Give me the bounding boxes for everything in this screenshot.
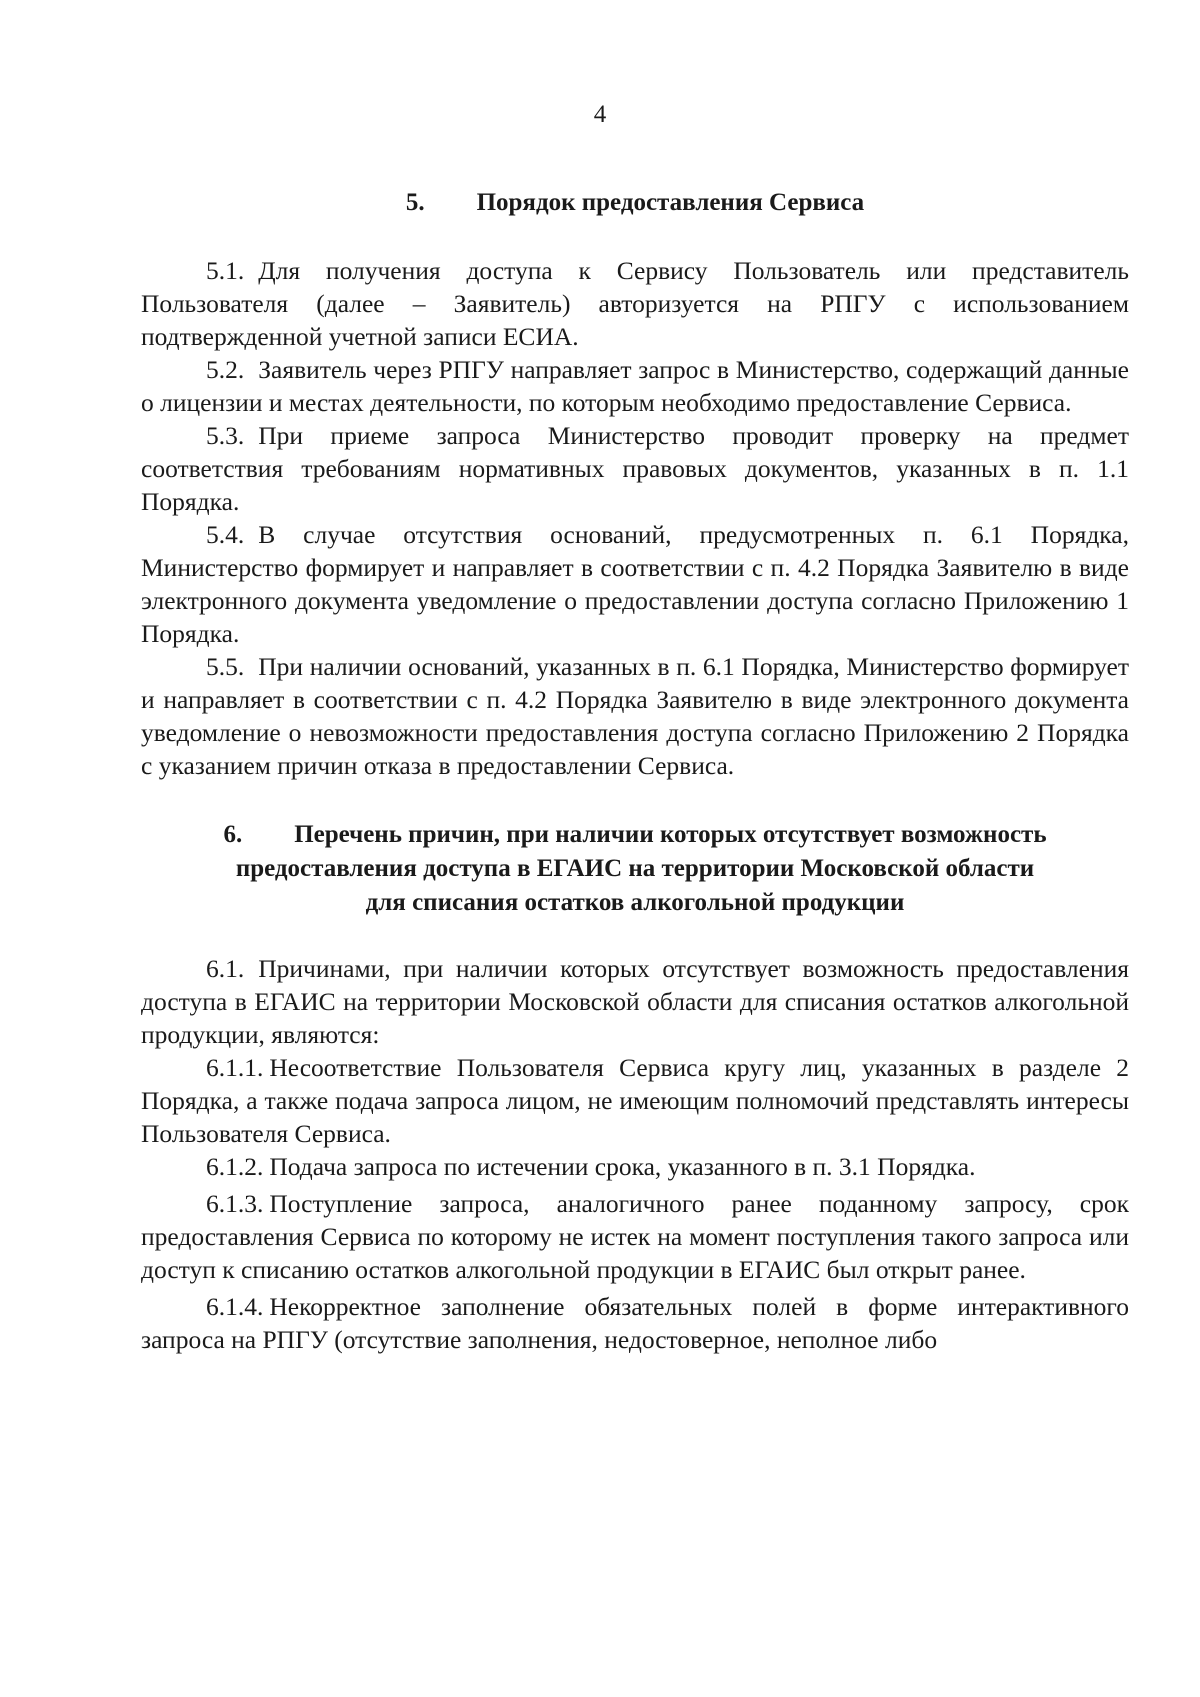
section-5-title: Порядок предоставления Сервиса xyxy=(476,189,865,216)
paragraph-number: 6.1.3. xyxy=(206,1189,264,1218)
paragraph-6-1-1 xyxy=(141,1051,1129,1150)
paragraph-5-1 xyxy=(141,254,1129,353)
section-6-title-line-2: предоставления доступа в ЕГАИС на территории Московской области xyxy=(235,855,1035,882)
paragraph-5-4 xyxy=(141,518,1129,650)
paragraph-text: Для получения доступа к Сервису Пользователь или представитель Пользователя (далее – Заявитель) авторизуется на РПГУ с использованием подтвержденной учетной записи ЕСИА. xyxy=(141,256,1129,351)
paragraph-text: Заявитель через РПГУ направляет запрос в Министерство, содержащий данные о лицензии и местах деятельности, по которым необходимо предоставление Сервиса. xyxy=(141,355,1129,417)
paragraph-number: 5.4. xyxy=(206,520,245,549)
paragraph-6-1 xyxy=(141,952,1129,1051)
section-6-title-text-1: Перечень причин, при наличии которых отсутствует возможность xyxy=(294,821,1047,848)
paragraph-text: Поступление запроса, аналогичного ранее поданному запросу, срок предоставления Сервиса по которому не истек на момент поступления такого запроса или доступ к списанию остатков алкогольной продукции в ЕГАИС был открыт ранее. xyxy=(141,1189,1129,1284)
paragraph-5-2 xyxy=(141,353,1129,419)
document-body xyxy=(141,186,1129,1356)
paragraph-5-5 xyxy=(141,650,1129,782)
paragraph-6-1-3 xyxy=(141,1187,1129,1286)
paragraph-text: В случае отсутствия оснований, предусмотренных п. 6.1 Порядка, Министерство формирует и направляет в соответствии с п. 4.2 Порядка Заявителю в виде электронного документа уведомление о предоставлении доступа согласно Приложению 1 Порядка. xyxy=(141,520,1129,648)
paragraph-5-3 xyxy=(141,419,1129,518)
paragraph-text: Некорректное заполнение обязательных полей в форме интерактивного запроса на РПГУ (отсутствие заполнения, недостоверное, неполное либо xyxy=(141,1292,1129,1354)
section-6-title-line-3: для списания остатков алкогольной продукции xyxy=(365,889,905,916)
paragraph-number: 6.1.2. xyxy=(206,1152,264,1181)
paragraph-text: При приеме запроса Министерство проводит проверку на предмет соответствия требованиям нормативных правовых документов, указанных в п. 1.1 Порядка. xyxy=(141,421,1129,516)
paragraph-number: 5.2. xyxy=(206,355,245,384)
page-number: 4 xyxy=(593,101,607,128)
section-5-heading xyxy=(141,186,1129,220)
paragraph-number: 5.1. xyxy=(206,256,245,285)
paragraph-number: 6.1.1. xyxy=(206,1053,264,1082)
section-6-number: 6. xyxy=(223,821,243,848)
paragraph-number: 6.1. xyxy=(206,954,245,983)
paragraph-number: 5.3. xyxy=(206,421,245,450)
section-6-title-line-1 xyxy=(141,818,1129,852)
paragraph-text: Несоответствие Пользователя Сервиса кругу лиц, указанных в разделе 2 Порядка, а также подача запроса лицом, не имеющим полномочий представлять интересы Пользователя Сервиса. xyxy=(141,1053,1129,1148)
section-6-heading xyxy=(141,818,1129,920)
section-5-number: 5. xyxy=(405,189,425,216)
paragraph-text: При наличии оснований, указанных в п. 6.1 Порядка, Министерство формирует и направляет в соответствии с п. 4.2 Порядка Заявителю в виде электронного документа уведомление о невозможности предоставления доступа согласно Приложению 2 Порядка с указанием причин отказа в предоставлении Сервиса. xyxy=(141,652,1129,780)
paragraph-number: 5.5. xyxy=(206,652,245,681)
paragraph-text: Подача запроса по истечении срока, указанного в п. 3.1 Порядка. xyxy=(269,1152,976,1181)
paragraph-text: Причинами, при наличии которых отсутствует возможность предоставления доступа в ЕГАИС на территории Московской области для списания остатков алкогольной продукции, являются: xyxy=(141,954,1129,1049)
paragraph-6-1-4 xyxy=(141,1290,1129,1356)
paragraph-6-1-2 xyxy=(141,1150,1129,1183)
paragraph-number: 6.1.4. xyxy=(206,1292,264,1321)
